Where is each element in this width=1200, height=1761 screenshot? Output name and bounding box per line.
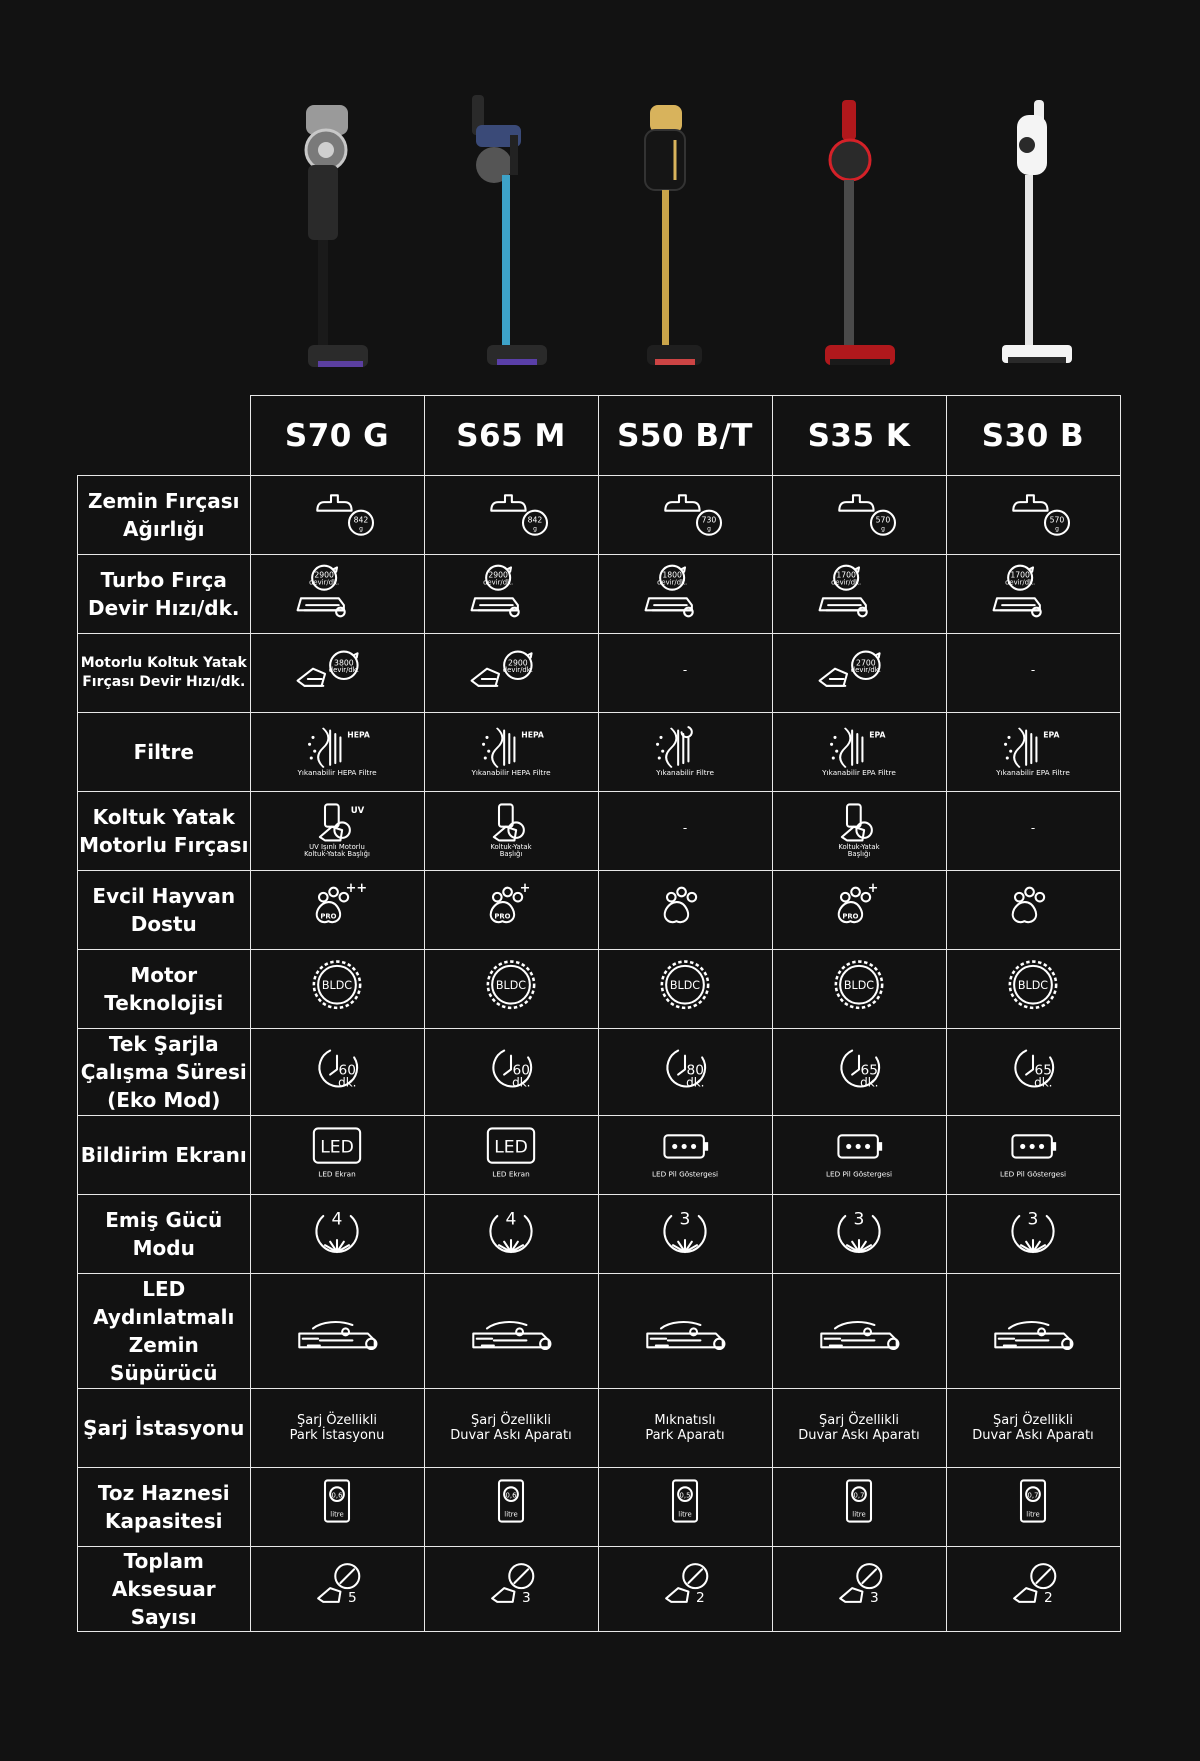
svg-text:Yıkanabilir EPA Filtre: Yıkanabilir EPA Filtre [822,768,896,778]
model-name: S70 G [250,396,424,476]
svg-text:g: g [1055,525,1059,533]
spec-cell [772,1116,946,1195]
row0-icon [277,485,397,545]
row6-icon [451,959,571,1019]
row4-icon [799,801,919,861]
spec-row [78,555,1121,634]
spec-cell [772,1029,946,1116]
svg-text:2900: 2900 [314,570,334,580]
spec-cell [598,1389,772,1468]
model-name: S35 K [772,396,946,476]
spec-row [78,476,1121,555]
svg-text:UV: UV [350,806,365,816]
svg-text:PRO: PRO [842,912,859,921]
svg-text:842: 842 [527,515,543,525]
spec-cell [772,1274,946,1389]
spec-cell [250,1547,424,1632]
spec-row-label: Şarj İstasyonu [78,1389,251,1468]
row3-icon [277,722,397,782]
svg-text:60: 60 [338,1062,357,1079]
spec-cell [250,1274,424,1389]
svg-text:g: g [359,525,363,533]
spec-cell [424,634,598,713]
spec-row-label: Zemin Fırçası Ağırlığı [78,476,251,555]
spec-cell [946,476,1120,555]
svg-text:60: 60 [512,1062,531,1079]
station-line1: Şarj Özellikli [471,1413,551,1428]
svg-text:litre: litre [330,1510,344,1519]
row12-icon [799,1477,919,1537]
row4-icon [625,801,745,861]
svg-text:devir/dk.: devir/dk. [328,666,359,675]
spec-cell [424,1547,598,1632]
row12-icon [277,1477,397,1537]
row7-icon [625,1042,745,1102]
spec-cell [946,1389,1120,1468]
svg-text:dk.: dk. [512,1075,531,1090]
svg-text:1800: 1800 [662,570,682,580]
row2-icon [625,643,745,703]
row3-icon [451,722,571,782]
spec-cell [424,555,598,634]
svg-text:0,7: 0,7 [853,1491,865,1500]
spec-row [78,792,1121,871]
row2-icon [799,643,919,703]
svg-text:litre: litre [504,1510,518,1519]
row13-icon [277,1559,397,1619]
spec-cell [772,950,946,1029]
spec-row [78,1116,1121,1195]
svg-text:PRO: PRO [320,912,337,921]
spec-cell [424,1029,598,1116]
svg-text:730: 730 [701,515,717,525]
svg-text:devir/dk.: devir/dk. [850,666,881,675]
spec-row [78,1468,1121,1547]
spec-cell [946,634,1120,713]
row1-icon [277,564,397,624]
svg-text:++: ++ [345,881,368,896]
svg-text:litre: litre [852,1510,866,1519]
svg-text:3: 3 [870,1589,879,1606]
spec-cell [424,1274,598,1389]
svg-text:3: 3 [853,1209,865,1230]
spec-cell [946,1029,1120,1116]
station-line1: Şarj Özellikli [297,1413,377,1428]
svg-text:Yıkanabilir HEPA Filtre: Yıkanabilir HEPA Filtre [297,768,377,778]
svg-text:2900: 2900 [508,658,528,668]
spec-row-label: Toz Haznesi Kapasitesi [78,1468,251,1547]
svg-text:0,5: 0,5 [679,1491,691,1500]
svg-text:1700: 1700 [1010,570,1030,580]
svg-text:2: 2 [1044,1589,1053,1606]
svg-text:1700: 1700 [836,570,856,580]
row9-icon [973,1204,1093,1264]
spec-row [78,634,1121,713]
row0-icon [799,485,919,545]
spec-cell [250,1468,424,1547]
row12-icon [625,1477,745,1537]
svg-text:65: 65 [860,1062,879,1079]
spec-cell [598,555,772,634]
spec-cell [946,792,1120,871]
spec-row-label: Turbo Fırça Devir Hızı/dk. [78,555,251,634]
model-name: S50 B/T [598,396,772,476]
svg-text:g: g [881,525,885,533]
svg-text:4: 4 [505,1209,517,1230]
row12-icon [451,1477,571,1537]
svg-text:0,7: 0,7 [1027,1491,1039,1500]
spec-cell [250,476,424,555]
svg-text:dk.: dk. [338,1075,357,1090]
comparison-table [77,395,1121,1632]
spec-cell [424,713,598,792]
svg-text:LED Pil Göstergesi: LED Pil Göstergesi [999,1169,1067,1179]
row13-icon [451,1559,571,1619]
spec-cell [424,1389,598,1468]
svg-text:2900: 2900 [488,570,508,580]
spec-row-label: Bildirim Ekranı [78,1116,251,1195]
svg-text:LED Pil Göstergesi: LED Pil Göstergesi [825,1169,893,1179]
svg-text:LED Ekran: LED Ekran [492,1169,530,1179]
svg-text:842: 842 [353,515,369,525]
spec-cell [598,713,772,792]
svg-text:BLDC: BLDC [843,979,875,992]
svg-text:+: + [867,881,879,896]
spec-cell [946,1547,1120,1632]
row5-icon [625,880,745,940]
spec-cell [250,792,424,871]
vacuum-s70g-image [278,95,398,385]
svg-text:HEPA: HEPA [521,730,544,740]
svg-text:BLDC: BLDC [495,979,527,992]
spec-cell [772,792,946,871]
svg-text:Yıkanabilir EPA Filtre: Yıkanabilir EPA Filtre [996,768,1070,778]
spec-cell [424,950,598,1029]
spec-row [78,1274,1121,1389]
spec-row-label: Emiş Gücü Modu [78,1195,251,1274]
row9-icon [451,1204,571,1264]
row8-icon [799,1125,919,1185]
svg-text:570: 570 [875,515,891,525]
svg-text:5: 5 [348,1589,357,1606]
svg-text:LED Ekran: LED Ekran [318,1169,356,1179]
station-line2: Duvar Askı Aparatı [972,1428,1094,1443]
vacuum-s35k-image [800,95,920,385]
svg-text:LED Pil Göstergesi: LED Pil Göstergesi [651,1169,719,1179]
spec-cell [250,555,424,634]
row3-icon [799,722,919,782]
spec-cell [772,871,946,950]
spec-row-label: Evcil Hayvan Dostu [78,871,251,950]
spec-cell [424,792,598,871]
row13-icon [973,1559,1093,1619]
station-line2: Park Aparatı [645,1428,725,1443]
station-line1: Şarj Özellikli [993,1413,1073,1428]
svg-text:3: 3 [522,1589,531,1606]
row8-icon [451,1125,571,1185]
svg-text:Yıkanabilir HEPA Filtre: Yıkanabilir HEPA Filtre [471,768,551,778]
spec-cell [598,871,772,950]
row0-icon [625,485,745,545]
svg-text:BLDC: BLDC [669,979,701,992]
row2-icon [277,643,397,703]
spec-row [78,1029,1121,1116]
row1-icon [799,564,919,624]
svg-text:Yıkanabilir Filtre: Yıkanabilir Filtre [656,768,714,778]
station-line2: Duvar Askı Aparatı [798,1428,920,1443]
svg-text:-: - [1030,662,1036,677]
spec-cell [772,1195,946,1274]
spec-cell [598,634,772,713]
spec-cell [946,871,1120,950]
row1-icon [625,564,745,624]
row4-icon [973,801,1093,861]
corner-cell [78,396,251,476]
row4-icon [277,801,397,861]
svg-text:Başlığı: Başlığı [499,849,523,858]
spec-row-label: Filtre [78,713,251,792]
spec-cell [772,1389,946,1468]
station-line1: Şarj Özellikli [819,1413,899,1428]
svg-text:570: 570 [1049,515,1065,525]
row6-icon [277,959,397,1019]
spec-cell [424,871,598,950]
svg-text:LED: LED [494,1137,528,1158]
svg-text:devir/dk.: devir/dk. [483,578,514,587]
svg-text:3: 3 [679,1209,691,1230]
row1-icon [451,564,571,624]
spec-cell [598,1195,772,1274]
vacuum-s65m-image [452,95,572,385]
spec-cell [598,1116,772,1195]
spec-row-label: Koltuk Yatak Motorlu Fırçası [78,792,251,871]
row2-icon [973,643,1093,703]
spec-cell [598,1029,772,1116]
row10-icon [277,1301,397,1361]
spec-row [78,1547,1121,1632]
spec-cell [946,555,1120,634]
svg-text:0,6: 0,6 [505,1491,517,1500]
spec-cell [250,1195,424,1274]
spec-cell [946,950,1120,1029]
spec-cell [250,1116,424,1195]
row10-icon [799,1301,919,1361]
row8-icon [625,1125,745,1185]
spec-cell [772,1547,946,1632]
spec-row-label: LED Aydınlatmalı Zemin Süpürücü [78,1274,251,1389]
svg-text:Koltuk-Yatak: Koltuk-Yatak [490,843,532,851]
row9-icon [277,1204,397,1264]
svg-text:65: 65 [1034,1062,1053,1079]
row5-icon [451,880,571,940]
svg-text:-: - [1030,820,1036,835]
svg-text:EPA: EPA [869,730,886,740]
row7-icon [799,1042,919,1102]
row7-icon [451,1042,571,1102]
row0-icon [451,485,571,545]
spec-cell [946,1274,1120,1389]
station-line1: Mıknatıslı [654,1413,716,1428]
vacuum-s30b-image [972,95,1092,385]
spec-cell [424,1195,598,1274]
spec-cell [946,1195,1120,1274]
row6-icon [799,959,919,1019]
model-name: S30 B [946,396,1120,476]
row5-icon [799,880,919,940]
spec-cell [598,476,772,555]
spec-row [78,950,1121,1029]
row9-icon [799,1204,919,1264]
svg-text:BLDC: BLDC [1017,979,1049,992]
spec-cell [250,871,424,950]
row7-icon [973,1042,1093,1102]
model-header-row [78,396,1121,476]
spec-cell [598,1274,772,1389]
svg-text:litre: litre [1026,1510,1040,1519]
svg-text:Koltuk-Yatak Başlığı: Koltuk-Yatak Başlığı [304,849,370,858]
row6-icon [625,959,745,1019]
svg-text:-: - [682,662,688,677]
svg-text:dk.: dk. [860,1075,879,1090]
row7-icon [277,1042,397,1102]
row3-icon [973,722,1093,782]
row2-icon [451,643,571,703]
svg-text:+: + [519,881,531,896]
row10-icon [973,1301,1093,1361]
svg-text:litre: litre [678,1510,692,1519]
svg-text:devir/dk.: devir/dk. [502,666,533,675]
svg-text:devir/dk.: devir/dk. [831,578,862,587]
spec-cell [772,1468,946,1547]
row10-icon [625,1301,745,1361]
row4-icon [451,801,571,861]
row10-icon [451,1301,571,1361]
spec-cell [250,713,424,792]
svg-text:BLDC: BLDC [321,979,353,992]
row8-icon [973,1125,1093,1185]
row8-icon [277,1125,397,1185]
svg-text:-: - [682,820,688,835]
spec-cell [424,1116,598,1195]
spec-cell [250,950,424,1029]
svg-text:80: 80 [686,1062,705,1079]
row1-icon [973,564,1093,624]
svg-text:LED: LED [320,1137,354,1158]
svg-text:PRO: PRO [494,912,511,921]
spec-cell [424,1468,598,1547]
spec-cell [424,476,598,555]
spec-cell [250,1029,424,1116]
spec-cell [772,476,946,555]
spec-cell [772,713,946,792]
spec-cell [946,1468,1120,1547]
svg-text:EPA: EPA [1043,730,1060,740]
svg-text:4: 4 [331,1209,343,1230]
spec-row [78,1195,1121,1274]
spec-cell [598,950,772,1029]
svg-text:dk.: dk. [686,1075,705,1090]
spec-cell [772,555,946,634]
station-line2: Park İstasyonu [289,1428,385,1443]
svg-text:0,6: 0,6 [331,1491,343,1500]
svg-text:HEPA: HEPA [347,730,370,740]
model-name: S65 M [424,396,598,476]
station-line2: Duvar Askı Aparatı [450,1428,572,1443]
spec-row [78,871,1121,950]
svg-text:2700: 2700 [856,658,876,668]
svg-text:2: 2 [696,1589,705,1606]
row0-icon [973,485,1093,545]
spec-row-label: Motor Teknolojisi [78,950,251,1029]
svg-text:devir/dk.: devir/dk. [309,578,340,587]
row13-icon [625,1559,745,1619]
svg-text:3800: 3800 [334,658,354,668]
spec-cell [946,713,1120,792]
spec-row-label: Motorlu Koltuk Yatak Fırçası Devir Hızı/dk. [78,634,251,713]
spec-row [78,713,1121,792]
spec-cell [772,634,946,713]
row12-icon [973,1477,1093,1537]
spec-cell [598,792,772,871]
svg-text:UV Işınlı Motorlu: UV Işınlı Motorlu [309,843,365,851]
spec-cell [946,1116,1120,1195]
row6-icon [973,959,1093,1019]
spec-cell [250,634,424,713]
svg-text:devir/dk.: devir/dk. [1005,578,1036,587]
row13-icon [799,1559,919,1619]
spec-row [78,1389,1121,1468]
svg-text:g: g [533,525,537,533]
spec-cell [598,1547,772,1632]
svg-text:dk.: dk. [1034,1075,1053,1090]
row5-icon [277,880,397,940]
row9-icon [625,1204,745,1264]
spec-cell [250,1389,424,1468]
svg-text:3: 3 [1027,1209,1039,1230]
svg-text:g: g [707,525,711,533]
vacuum-s50bt-image [625,95,745,385]
spec-row-label: Tek Şarjla Çalışma Süresi (Eko Mod) [78,1029,251,1116]
svg-text:devir/dk.: devir/dk. [657,578,688,587]
row5-icon [973,880,1093,940]
row3-icon [625,722,745,782]
svg-text:Başlığı: Başlığı [847,849,871,858]
spec-cell [598,1468,772,1547]
spec-row-label: Toplam Aksesuar Sayısı [78,1547,251,1632]
svg-text:Koltuk-Yatak: Koltuk-Yatak [838,843,880,851]
